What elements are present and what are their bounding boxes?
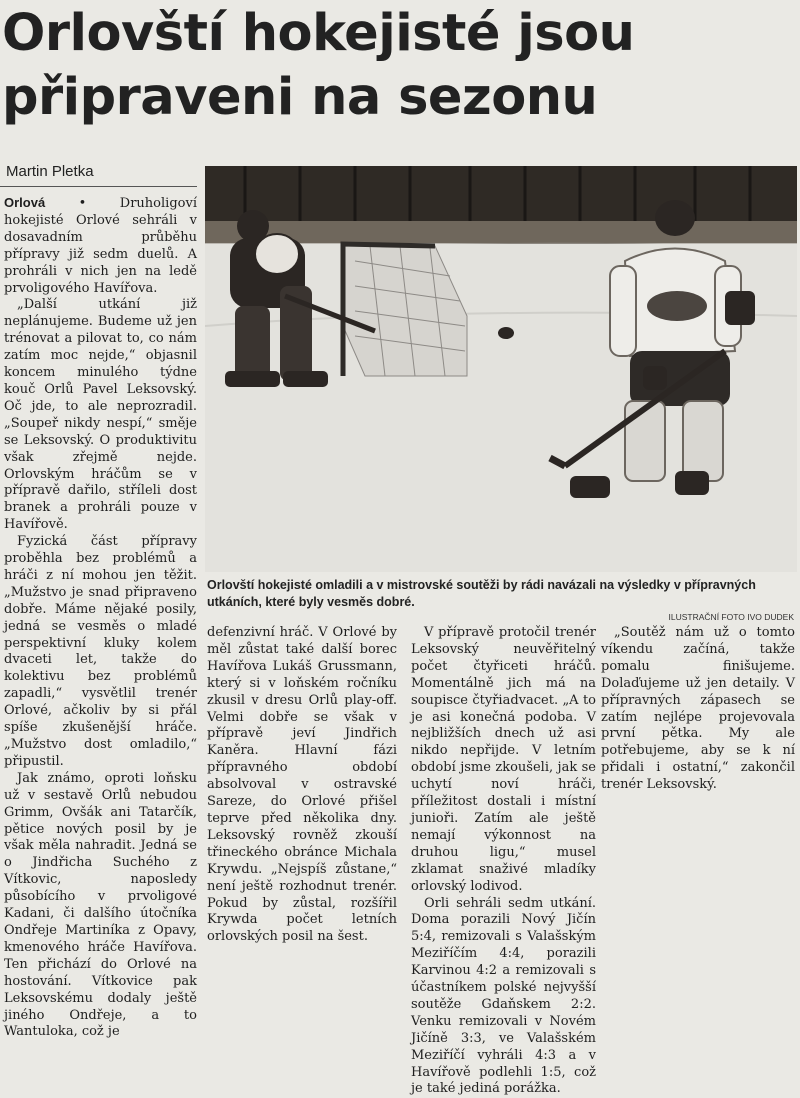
column-2 — [207, 625, 397, 946]
paragraph: defenzivní hráč. V Orlové by měl zůstat také další borec Havířova Lukáš Grussmann, který si v loňském ročníku zkusil v dresu Orlů play-off. Velmi dobře se však v přípravě jeví Jindřich Kaněra. Hlavní fázi přípravného období absolvoval v ostravské Sareze, do Orlové přišel teprve před několika dny. Leksovský rovněž zkouší třineckého obránce Michala Krywdu. „Nejspíš zůstane,“ není ještě rozhodnut trenér. Pokud by zůstal, rozšířil Krywda počet letních orlovských posil na šest. — [207, 625, 397, 946]
paragraph: Fyzická část přípravy proběhla bez problémů a hráči z ní mohou jen těžit. „Mužstvo je snad připraveno dobře. Máme nějaké posily, jedná se vesměs o mladé perspektivní kluky kolem dvaceti let, takže do kolektivu bez problémů zapadli,“ vysvětlil trenér Orlové, ačkoliv by si přál spíše zkušenější hráče. „Mužstvo dost omladilo,“ připustil. — [4, 534, 197, 771]
lead-paragraph — [4, 195, 197, 297]
byline-rule — [0, 186, 197, 187]
column-4 — [601, 625, 795, 794]
paragraph: Orli sehráli sedm utkání. Doma porazili Nový Jičín 5:4, remizovali s Valašským Meziříčím 4:4, porazili Karvinou 4:2 a remizovali s účastníkem polské nejvyšší soutěže Gdaňskem 2:2. Venku remizovali v Novém Jičíně 3:3, ve Valašském Meziříčí vyhráli 4:3 a v Havířově podlehli 1:5, což je také jediná porážka. — [411, 896, 596, 1098]
dateline-bullet: • — [79, 196, 87, 211]
paragraph: „Soutěž nám už o tomto víkendu začíná, takže pomalu finišujeme. Dolaďujeme už jen detaily. V přípravných zápasech se zatím nejlépe projevovala první pětka. My ale potřebujeme, aby se k ní přidali i ostatní,“ zakončil trenér Leksovský. — [601, 625, 795, 794]
byline: Martin Pletka — [6, 163, 94, 180]
hockey-photo — [205, 166, 797, 572]
dateline-place: Orlová — [4, 195, 45, 210]
hockey-photo-illustration — [205, 166, 797, 572]
paragraph: Jak známo, oproti loňsku už v sestavě Orlů nebudou Grimm, Ovšák ani Tatarčík, pětice nových posil by je však měla nahradit. Jedná se o Jindřicha Suchého z Vítkovic, naposledy působícího v prvoligové Kadani, či dalšího útočníka Ondřeje Martiníka z Opavy, kmenového hráče Havířova. Ten přichází do Orlové na hostování. Vítkovice pak Leksovskému dodaly ještě jiného Ondřeje, a to Wantuloka, což je — [4, 771, 197, 1042]
column-1 — [4, 195, 197, 1041]
photo-credit: ILUSTRAČNÍ FOTO IVO DUDEK — [669, 612, 794, 622]
headline: Orlovští hokejisté jsou připraveni na sezonu — [2, 2, 792, 130]
paragraph: V přípravě protočil trenér Leksovský neuvěřitelný počet čtyřiceti hráčů. Momentálně jich má na soupisce čtyřiadvacet. „A to je asi konečná podoba. V nejbližších dnech už asi nikdo nepřijde. V letním období jsme zkoušeli, jak se uchytí noví hráči, příležitost dostali i místní junioři. Zatím ale ještě nemají výkonnost na druhou ligu,“ musel zklamat snaživé mladíky orlovský lodivod. — [411, 625, 596, 896]
photo-caption: Orlovští hokejisté omladili a v mistrovské soutěži by rádi navázali na výsledky v přípravných utkáních, které byly vesměs dobré. — [207, 577, 795, 611]
column-3 — [411, 625, 596, 1098]
lead-text: Druholigoví hokejisté Orlové sehráli v dosavadním průběhu přípravy již sedm duelů. A prohráli v nich jen na ledě prvoligového Havířova. — [4, 196, 197, 296]
paragraph: „Další utkání již neplánujeme. Budeme už jen trénovat a pilovat to, co nám zatím moc nejde,“ objasnil koncem minulého týdne kouč Orlů Pavel Leksovský. Oč jde, to ale neprozradil. „Soupeř nikdy nespí,“ směje se Leksovský. O produktivitu však zřejmě nejde. Orlovským hráčům se v přípravě dařilo, stříleli dost branek a prohráli pouze v Havířově. — [4, 297, 197, 534]
